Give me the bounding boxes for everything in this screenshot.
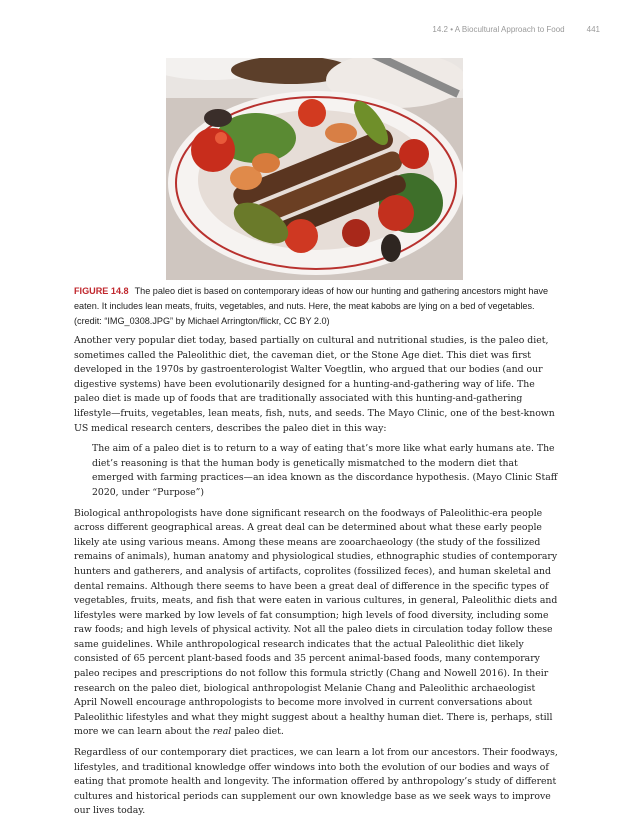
paragraph-research bbox=[74, 507, 558, 741]
figure-caption bbox=[74, 284, 556, 329]
running-title: 14.2 • A Biocultural Approach to Food bbox=[432, 25, 565, 34]
block-quote: The aim of a paleo diet is to return to a way of eating that’s more like what early humans ate. The diet’s reasoning is that the human body is genetically mismatched to the modern diet that emerged with farming practices—an idea known as the discordance hypothesis. (Mayo Clinic Staff 2020, under “Purpose”) bbox=[92, 443, 558, 498]
paragraph-conclusion: Regardless of our contemporary diet practices, we can learn a lot from our ancestors. Their foodways, lifestyles, and traditional knowledge offer windows into both the evolution of our bodies and ways of eating that promote health and longevity. The information offered by anthropology’s study of different cultures and historical periods can supplement our own knowledge base as we seek ways to improve our lives today. bbox=[74, 747, 558, 817]
figure-caption-text: The paleo diet is based on contemporary ideas of how our hunting and gathering ancestors might have eaten. It includes lean meats, fruits, vegetables, and nuts. Here, the meat kabobs are lying on a bed of vegetables. (credit: “IMG_0308.JPG” by Michael Arrington/flickr, CC BY 2.0) bbox=[74, 286, 549, 326]
plate-illustration bbox=[166, 58, 463, 280]
body-text bbox=[74, 334, 558, 825]
figure-photo-paleo-plate bbox=[166, 58, 463, 280]
italic-emphasis: real bbox=[212, 726, 232, 738]
paragraph-intro: Another very popular diet today, based partially on cultural and nutritional studies, is the paleo diet, sometimes called the Paleolithic diet, the caveman diet, or the Stone Age diet. This diet was first developed in the 1970s by gastroenterologist Walter Voegtlin, who argued that our bodies (and our digestive systems) have been evolutionarily designed for a hunting-and-gathering way of life. The paleo diet is made up of foods that are traditionally associated with this hunting-and-gathering lifestyle—fruits, vegetables, lean meats, fish, nuts, and seeds. The Mayo Clinic, one of the best-known US medical research centers, describes the paleo diet in this way: bbox=[74, 335, 555, 434]
running-header bbox=[432, 25, 600, 34]
paragraph-research-end: paleo diet. bbox=[231, 726, 284, 738]
paragraph-research-text: Biological anthropologists have done significant research on the foodways of Paleolithic-era people across different geographical areas. A great deal can be determined about what these early people likely ate using various means. Among these means are zooarchaeology (the study of the fossilized remains of animals), human anatomy and physiological studies, ethnographic studies of contemporary hunters and gatherers, and analysis of artifacts, coprolites (fossilized feces), and human skeletal and dental remains. Although there seems to have been a great deal of difference in the specific types of vegetables, fruits, meats, and fish that were eaten in various cultures, in general, Paleolithic diets and lifestyles were marked by low levels of fat consumption; high levels of food diversity, including some raw foods; and high levels of physical activity. Not all the paleo diets in circulation today follow these same guidelines. While anthropological research indicates that the actual Paleolithic diet likely consisted of 65 percent plant-based foods and 35 percent animal-based foods, many contemporary paleo recipes and prescriptions do not follow this formula strictly (Chang and Nowell 2016). In their research on the paleo diet, biological anthropologist Melanie Chang and Paleolithic archaeologist April Nowell encourage anthropologists to become more involved in current conversations about Paleolithic lifestyles and what they might suggest about a healthy human diet. There is, perhaps, still more we can learn about the bbox=[74, 507, 558, 738]
figure-label: FIGURE 14.8 bbox=[74, 286, 129, 296]
page-number: 441 bbox=[586, 25, 600, 34]
